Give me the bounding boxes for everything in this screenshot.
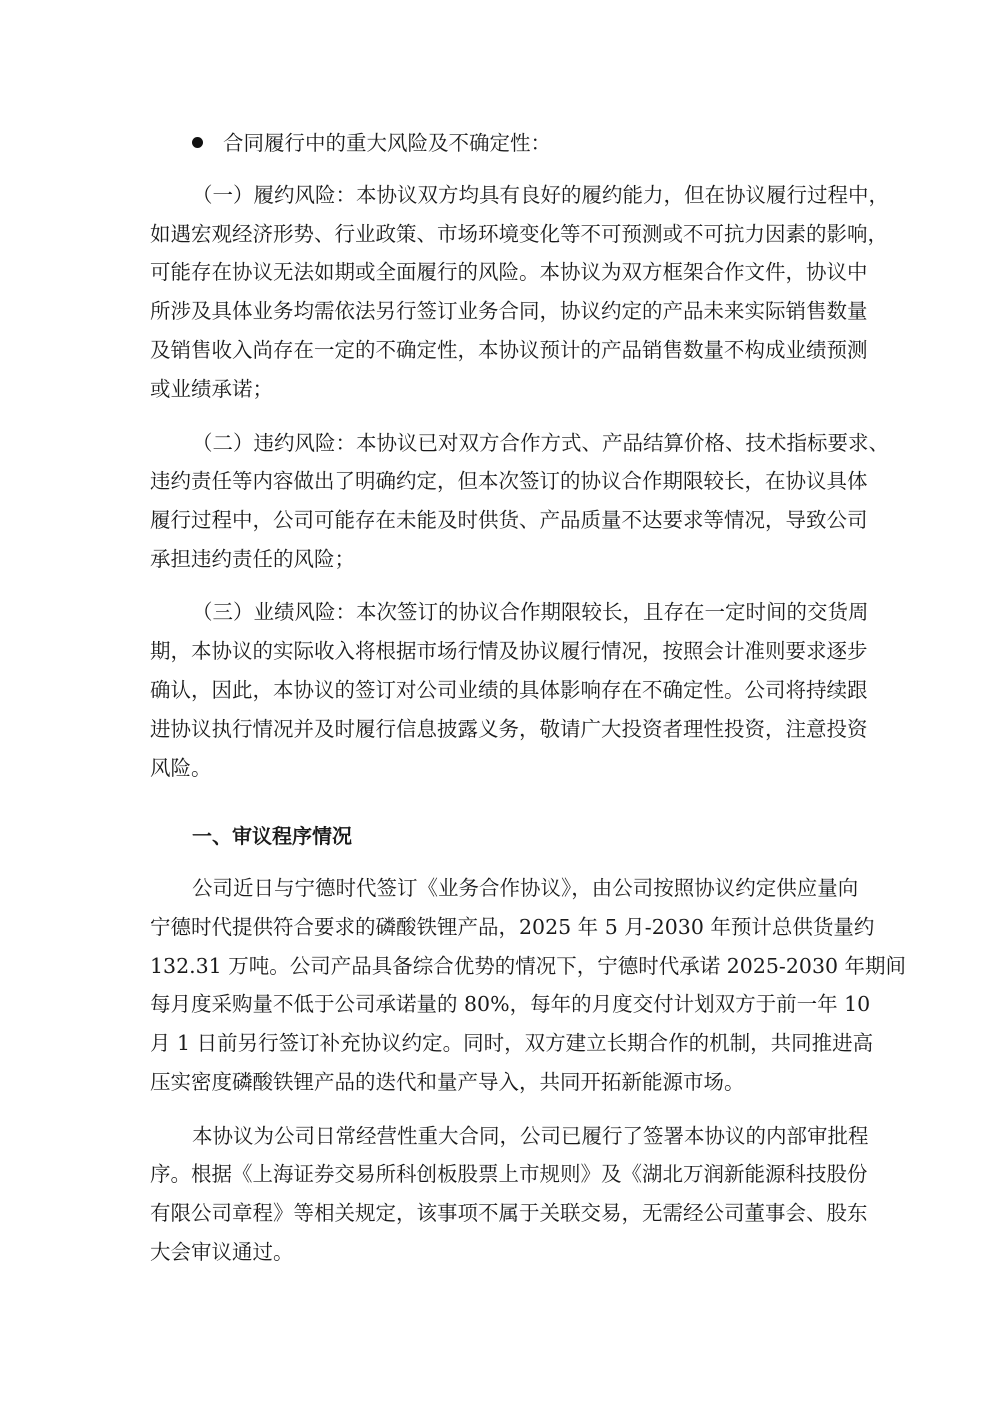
para-2-line-4: 大会审议通过。 — [150, 1240, 294, 1264]
risk-3-line-2: 期，本协议的实际收入将根据市场行情及协议履行情况，按照会计准则要求逐步 — [150, 639, 868, 663]
section-heading: 一、审议程序情况 — [192, 824, 352, 848]
para-2-line-1: 本协议为公司日常经营性重大合同，公司已履行了签署本协议的内部审批程 — [192, 1124, 869, 1148]
risk-1-line-3: 可能存在协议无法如期或全面履行的风险。本协议为双方框架合作文件，协议中 — [150, 260, 868, 284]
bullet-item — [192, 131, 551, 155]
para-1-line-6: 压实密度磷酸铁锂产品的迭代和量产导入，共同开拓新能源市场。 — [150, 1070, 745, 1094]
risk-2-line-4: 承担违约责任的风险； — [150, 547, 355, 571]
risk-2-line-2: 违约责任等内容做出了明确约定，但本次签订的协议合作期限较长，在协议具体 — [150, 469, 868, 493]
risk-1-line-4: 所涉及具体业务均需依法另行签订业务合同，协议约定的产品未来实际销售数量 — [150, 299, 868, 323]
risk-1-line-5: 及销售收入尚存在一定的不确定性，本协议预计的产品销售数量不构成业绩预测 — [150, 338, 868, 362]
para-1-line-3: 132.31 万吨。公司产品具备综合优势的情况下，宁德时代承诺 2025-2030 年期间 — [150, 954, 907, 978]
para-2-line-2: 序。根据《上海证券交易所科创板股票上市规则》及《湖北万润新能源科技股份 — [150, 1162, 868, 1186]
para-1-line-4: 每月度采购量不低于公司承诺量的 80%，每年的月度交付计划双方于前一年 10 — [150, 992, 871, 1016]
risk-3-line-5: 风险。 — [150, 756, 212, 780]
bullet-dot-icon — [192, 137, 203, 148]
risk-2-line-3: 履行过程中，公司可能存在未能及时供货、产品质量不达要求等情况，导致公司 — [150, 508, 868, 532]
risk-1-line-1: （一）履约风险：本协议双方均具有良好的履约能力，但在协议履行过程中， — [192, 183, 889, 207]
risk-1-line-6: 或业绩承诺； — [150, 377, 273, 401]
risk-3-line-1: （三）业绩风险：本次签订的协议合作期限较长，且存在一定时间的交货周 — [192, 600, 869, 624]
para-1-line-2: 宁德时代提供符合要求的磷酸铁锂产品，2025 年 5 月-2030 年预计总供货量约 — [150, 915, 875, 939]
para-2-line-3: 有限公司章程》等相关规定，该事项不属于关联交易，无需经公司董事会、股东 — [150, 1201, 868, 1225]
risk-3-line-4: 进协议执行情况并及时履行信息披露义务，敬请广大投资者理性投资，注意投资 — [150, 717, 868, 741]
para-1-line-1: 公司近日与宁德时代签订《业务合作协议》，由公司按照协议约定供应量向 — [192, 876, 859, 900]
bullet-text: 合同履行中的重大风险及不确定性： — [223, 131, 551, 155]
risk-2-line-1: （二）违约风险：本协议已对双方合作方式、产品结算价格、技术指标要求、 — [192, 431, 889, 455]
para-1-line-5: 月 1 日前另行签订补充协议约定。同时，双方建立长期合作的机制，共同推进高 — [150, 1031, 874, 1055]
risk-3-line-3: 确认，因此，本协议的签订对公司业绩的具体影响存在不确定性。公司将持续跟 — [150, 678, 868, 702]
risk-1-line-2: 如遇宏观经济形势、行业政策、市场环境变化等不可预测或不可抗力因素的影响， — [150, 222, 888, 246]
